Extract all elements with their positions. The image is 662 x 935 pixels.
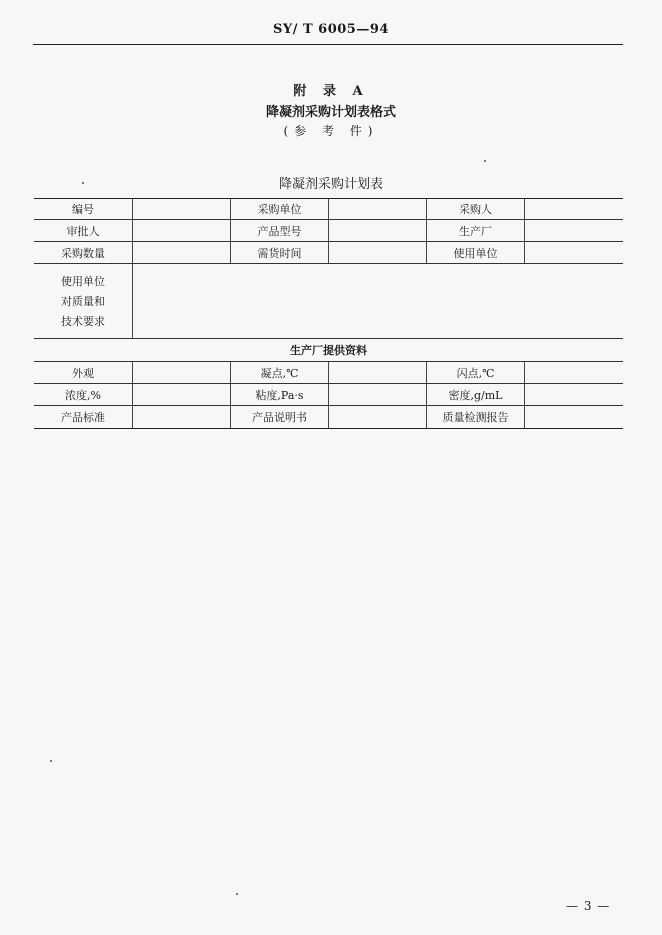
table-cell: 需货时间 [230,242,328,263]
table-cell: 产品说明书 [230,406,328,428]
table-row [34,242,623,264]
table-title: 降凝剂采购计划表 [278,177,383,192]
table-cell: 密度,g/mL [426,384,524,405]
table-cell: 采购数量 [61,246,105,260]
table-row [34,384,623,406]
table-cell [132,384,230,405]
purchase-plan-table [34,198,623,429]
table-cell [132,242,230,263]
requirements-label-line: 技术要求 [61,315,105,328]
table-cell [524,384,623,405]
table-cell [132,220,230,241]
scan-speck [484,160,486,162]
table-row [34,198,623,220]
appendix-note: (参 考 件) [283,124,379,138]
table-cell: 产品标准 [61,411,105,424]
table-cell [328,406,426,428]
table-row [34,220,623,242]
table-cell: 采购单位 [230,199,328,219]
requirements-label [34,264,132,338]
table-cell [132,199,230,219]
table-cell: 生产厂 [426,220,524,241]
requirements-value [132,264,623,338]
table-row [34,406,623,429]
requirements-label-line: 对质量和 [61,295,105,308]
table-cell [328,362,426,383]
standard-code: SY/ T 6005—94 [273,22,389,37]
supplier-section-title: 生产厂提供资料 [34,339,623,362]
table-cell: 质量检测报告 [426,406,524,428]
table-cell [524,406,623,428]
requirements-label-line: 使用单位 [61,275,105,288]
table-cell [524,242,623,263]
appendix-label: 附 录 A [293,84,369,99]
table-cell: 粘度,Pa·s [230,384,328,405]
table-cell [524,220,623,241]
table-cell: 使用单位 [426,242,524,263]
table-cell: 闪点,℃ [426,362,524,383]
scan-speck [50,760,52,762]
table-cell [328,384,426,405]
table-cell [524,199,623,219]
scan-speck [82,182,84,184]
table-row [34,362,623,384]
table-cell [328,242,426,263]
table-cell [328,199,426,219]
appendix-title: 降凝剂采购计划表格式 [265,105,396,120]
table-cell: 产品型号 [230,220,328,241]
table-cell [328,220,426,241]
table-cell: 浓度,% [65,388,101,402]
header-rule [33,44,623,45]
table-cell [132,406,230,428]
table-cell: 采购人 [426,199,524,219]
table-cell: 凝点,℃ [230,362,328,383]
table-cell: 编号 [72,203,94,216]
page-number: — 3 — [566,899,611,913]
table-cell: 外观 [72,366,94,380]
requirements-row [34,264,623,339]
table-cell [132,362,230,383]
table-cell [524,362,623,383]
scan-speck [236,893,238,895]
table-cell: 审批人 [66,224,100,238]
